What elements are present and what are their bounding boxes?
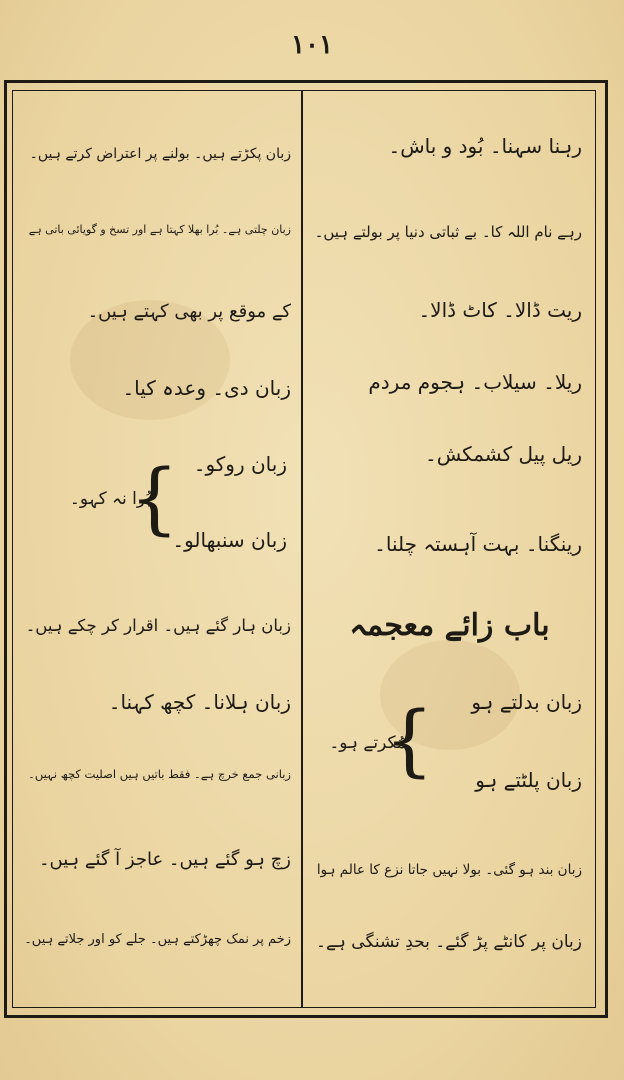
dictionary-entry: زبان پکڑتے ہیں۔ بولنے پر اعتراض کرتے ہیں۔ bbox=[29, 146, 291, 162]
dictionary-entry: رینگنا۔ بہت آہستہ چلنا۔ bbox=[374, 532, 582, 556]
section-heading: باب زائے معجمہ bbox=[349, 608, 550, 643]
brace-meaning: بُرا نہ کہو۔ bbox=[69, 489, 151, 509]
dictionary-entry: کے موقع پر بھی کہتے ہیں۔ bbox=[87, 301, 291, 322]
brace-group bbox=[17, 450, 287, 570]
dictionary-entry: ریت ڈالا۔ کاٹ ڈالا۔ bbox=[418, 298, 582, 322]
brace-group bbox=[312, 688, 582, 818]
brace-item: زبان روکو۔ bbox=[193, 452, 287, 476]
dictionary-entry: زبان بند ہو گئی۔ بولا نہیں جاتا نزع کا عالم ہوا bbox=[316, 862, 582, 878]
right-column bbox=[303, 90, 596, 1008]
dictionary-entry: زبان ہلانا۔ کچھ کہنا۔ bbox=[108, 690, 291, 714]
dictionary-entry: رہے نام اللہ کا۔ بے ثباتی دنیا پر بولتے ہیں۔ bbox=[314, 223, 582, 241]
dictionary-entry: ریل پیل کشمکش۔ bbox=[424, 442, 582, 466]
brace-icon: } bbox=[384, 696, 434, 786]
dictionary-entry: زبان چلتی ہے۔ بُرا بھلا کہتا ہے اور تسخ و گویائی باتی ہے bbox=[28, 223, 291, 236]
dictionary-entry: زبان ہار گئے ہیں۔ اقرار کر چکے ہیں۔ bbox=[25, 616, 291, 635]
brace-meaning: مُکرتے ہو۔ bbox=[329, 733, 406, 753]
dictionary-entry: زچ ہو گئے ہیں۔ عاجز آ گئے ہیں۔ bbox=[38, 849, 291, 870]
page-number: ۱۰۱ bbox=[291, 30, 333, 60]
dictionary-entry: رہنا سہنا۔ بُود و باش۔ bbox=[388, 134, 582, 158]
dictionary-entry: زبان پر کانٹے پڑ گئے۔ بحدِ تشنگی ہے۔ bbox=[316, 932, 582, 952]
dictionary-entry: زبانی جمع خرچ ہے۔ فقط باتیں ہیں اصلیت کچھ نہیں۔ bbox=[28, 767, 291, 781]
dictionary-entry: زبان دی۔ وعدہ کیا۔ bbox=[122, 376, 291, 400]
brace-item: زبان بدلتے ہو bbox=[471, 690, 582, 714]
brace-item: زبان پلٹتے ہو bbox=[475, 768, 582, 792]
left-column bbox=[12, 90, 301, 1008]
dictionary-entry: زخم پر نمک چھڑکتے ہیں۔ جلے کو اور جلاتے ہیں۔ bbox=[24, 932, 291, 947]
brace-icon: } bbox=[129, 454, 179, 544]
brace-item: زبان سنبھالو۔ bbox=[172, 528, 287, 552]
dictionary-entry: ریلا۔ سیلاب۔ ہجوم مردم bbox=[368, 370, 582, 394]
